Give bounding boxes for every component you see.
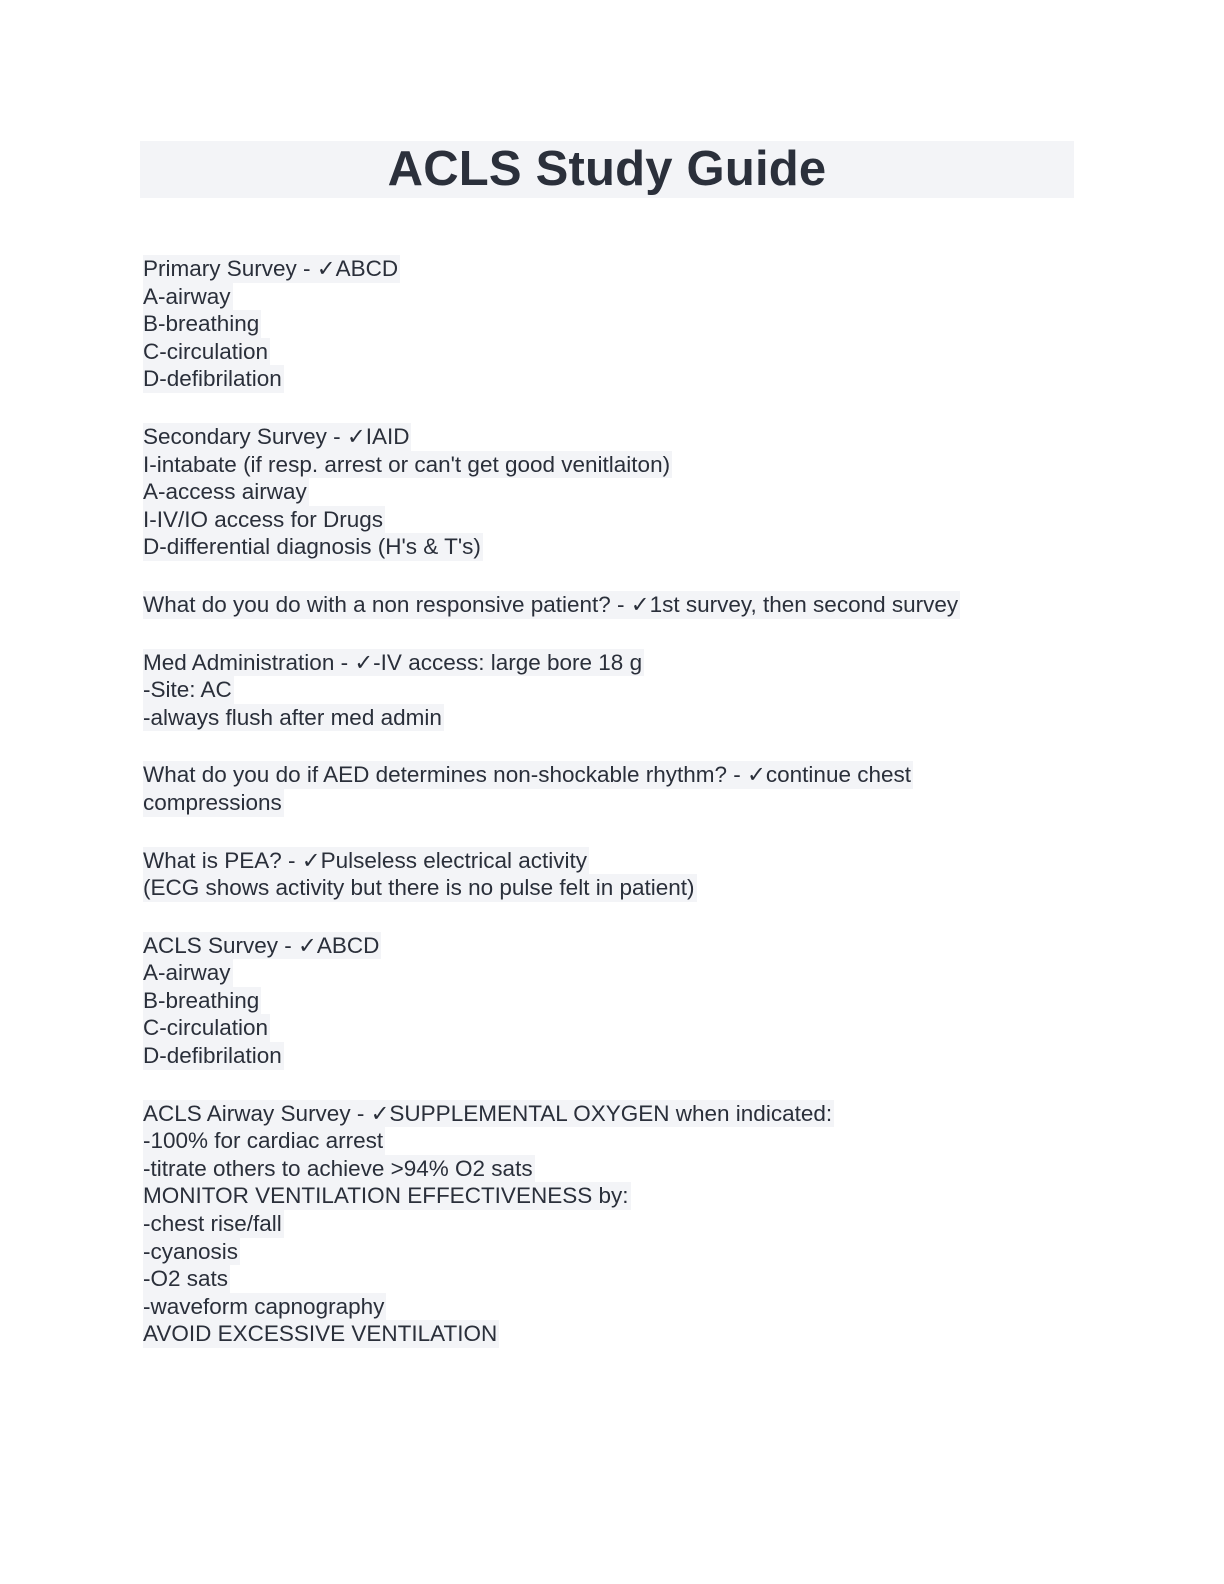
answer-line: C-circulation — [143, 1015, 269, 1041]
question-line: ACLS Airway Survey - ✓SUPPLEMENTAL OXYGEN when indicated: — [143, 1100, 833, 1126]
title-band — [140, 141, 1074, 198]
question-line: Med Administration - ✓-IV access: large bore 18 g — [143, 649, 643, 675]
question-line: What do you do if AED determines non-shockable rhythm? - ✓continue chest — [143, 762, 911, 788]
page-title: ACLS Study Guide — [387, 142, 827, 196]
qa-block-aed-non-shockable — [143, 761, 1083, 816]
answer-line: B-breathing — [143, 311, 260, 337]
answer-line: compressions — [143, 789, 282, 815]
answer-line: A-airway — [143, 283, 231, 309]
qa-block-pea — [143, 847, 1083, 902]
answer-line: I-intabate (if resp. arrest or can't get good venitlaiton) — [143, 451, 671, 477]
answer-line: (ECG shows activity but there is no pulse felt in patient) — [143, 875, 695, 901]
answer-line: C-circulation — [143, 338, 269, 364]
answer-line: MONITOR VENTILATION EFFECTIVENESS by: — [143, 1183, 629, 1209]
qa-block-non-responsive — [143, 591, 1083, 619]
answer-line: -titrate others to achieve >94% O2 sats — [143, 1155, 533, 1181]
answer-line: I-IV/IO access for Drugs — [143, 506, 384, 532]
answer-line: D-defibrilation — [143, 1043, 282, 1069]
study-content — [143, 255, 1083, 1378]
answer-line: -O2 sats — [143, 1266, 229, 1292]
answer-line: A-access airway — [143, 479, 307, 505]
question-line: Primary Survey - ✓ABCD — [143, 256, 399, 281]
qa-block-acls-airway-survey — [143, 1100, 1083, 1348]
question-line: Secondary Survey - ✓IAID — [143, 423, 410, 449]
answer-line: D-defibrilation — [143, 366, 282, 392]
answer-line: -100% for cardiac arrest — [143, 1128, 384, 1154]
question-line: What is PEA? - ✓Pulseless electrical activity — [143, 847, 587, 873]
qa-block-primary-survey — [143, 255, 1083, 393]
answer-line: -Site: AC — [143, 677, 232, 703]
question-line: ACLS Survey - ✓ABCD — [143, 932, 380, 958]
answer-line: B-breathing — [143, 987, 260, 1013]
qa-block-secondary-survey — [143, 423, 1083, 561]
qa-block-med-administration — [143, 649, 1083, 732]
answer-line: AVOID EXCESSIVE VENTILATION — [143, 1321, 498, 1347]
answer-line: -waveform capnography — [143, 1293, 385, 1319]
answer-line: -always flush after med admin — [143, 704, 442, 730]
answer-line: A-airway — [143, 960, 231, 986]
answer-line: -cyanosis — [143, 1238, 239, 1264]
qa-block-acls-survey — [143, 932, 1083, 1070]
answer-line: D-differential diagnosis (H's & T's) — [143, 534, 481, 560]
question-line: What do you do with a non responsive patient? - ✓1st survey, then second survey — [143, 591, 959, 617]
answer-line: -chest rise/fall — [143, 1211, 282, 1237]
